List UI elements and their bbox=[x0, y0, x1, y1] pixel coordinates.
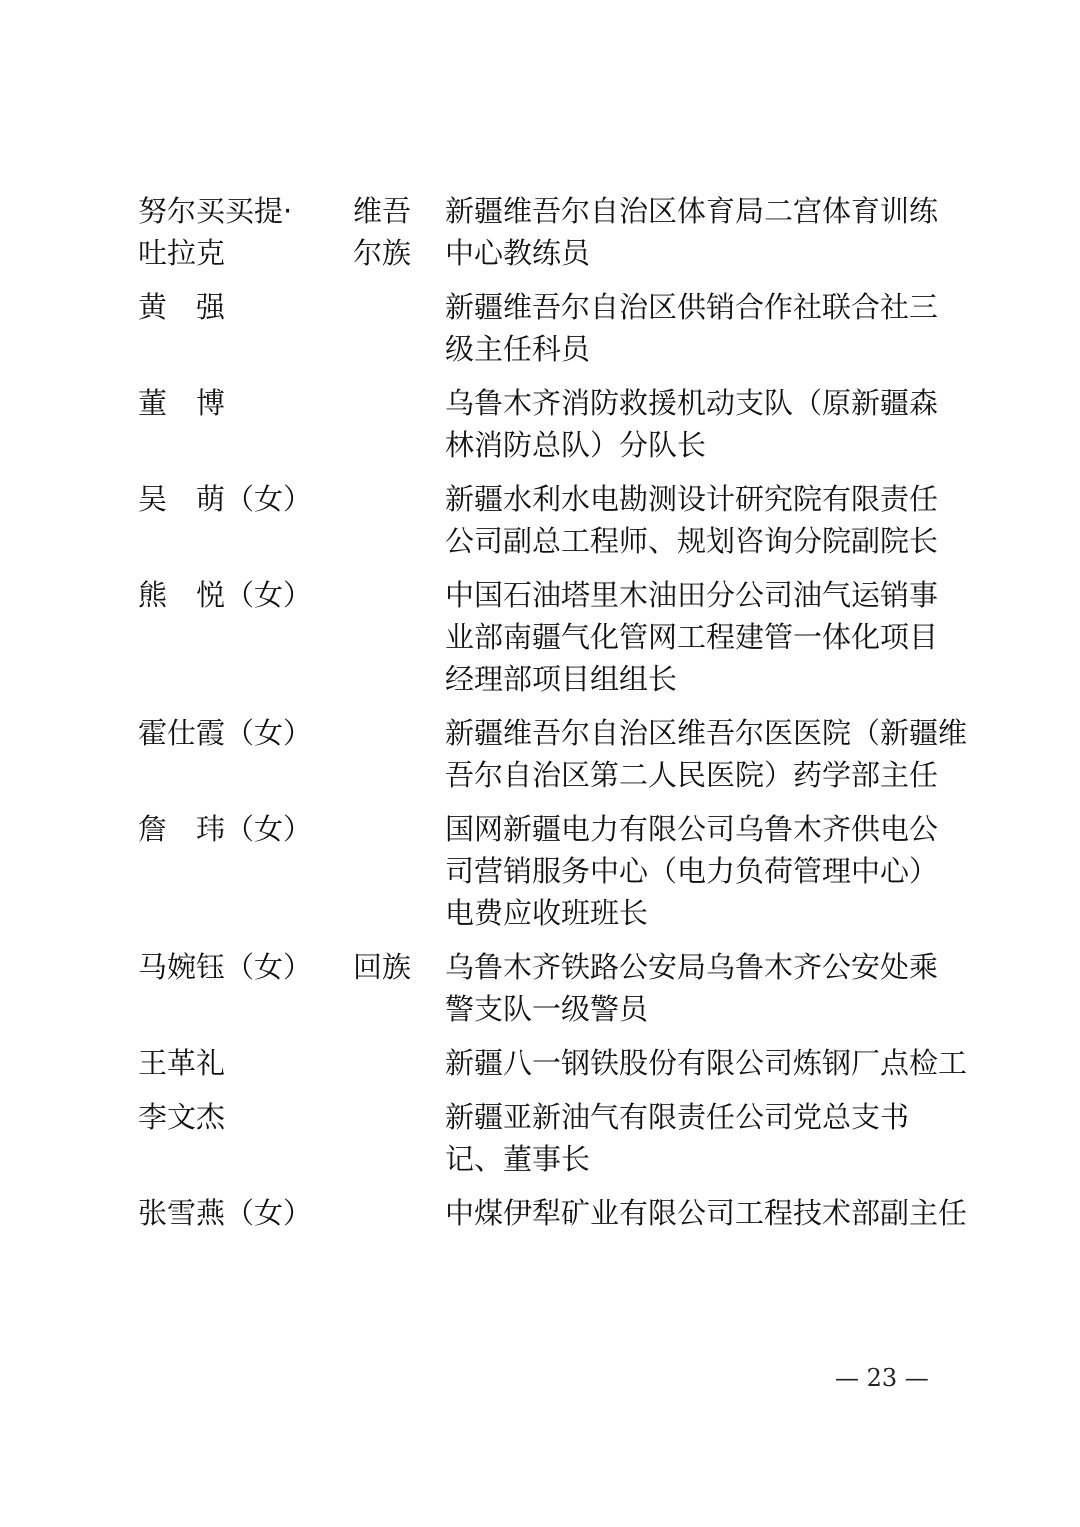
list-item bbox=[138, 1042, 968, 1084]
person-title: 新疆八一钢铁股份有限公司炼钢厂点检工 bbox=[445, 1046, 968, 1080]
person-title: 新疆水利水电勘测设计研究院有限责任 公司副总工程师、规划咨询分院副院长 bbox=[445, 482, 939, 558]
person-name: 张雪燕（女） bbox=[138, 1196, 313, 1230]
list-item bbox=[138, 382, 958, 466]
person-name: 詹 玮（女） bbox=[138, 812, 313, 846]
person-title: 新疆亚新油气有限责任公司党总支书 记、董事长 bbox=[445, 1100, 910, 1176]
person-title: 新疆维吾尔自治区供销合作社联合社三 级主任科员 bbox=[445, 290, 939, 366]
list-item bbox=[138, 190, 958, 274]
person-name: 李文杰 bbox=[138, 1100, 226, 1134]
person-title: 中国石油塔里木油田分公司油气运销事 业部南疆气化管网工程建管一体化项目 经理部项目组组长 bbox=[445, 578, 939, 696]
person-title: 乌鲁木齐消防救援机动支队（原新疆森 林消防总队）分队长 bbox=[445, 386, 939, 462]
person-title: 中煤伊犁矿业有限公司工程技术部副主任 bbox=[445, 1196, 968, 1230]
person-name: 熊 悦（女） bbox=[138, 578, 313, 612]
honoree-list bbox=[138, 190, 968, 1246]
person-title: 国网新疆电力有限公司乌鲁木齐供电公 司营销服务中心（电力负荷管理中心） 电费应收班班长 bbox=[445, 812, 939, 930]
person-name: 王革礼 bbox=[138, 1046, 226, 1080]
person-name: 霍仕霞（女） bbox=[138, 716, 313, 750]
list-item bbox=[138, 946, 958, 1030]
person-name: 董 博 bbox=[138, 386, 226, 420]
list-item bbox=[138, 712, 968, 796]
page-number: — 23 — bbox=[835, 1364, 929, 1392]
person-name: 黄 强 bbox=[138, 290, 226, 324]
list-item bbox=[138, 1096, 958, 1180]
list-item bbox=[138, 1192, 968, 1234]
person-name: 马婉钰（女） bbox=[138, 950, 313, 984]
list-item bbox=[138, 478, 958, 562]
list-item bbox=[138, 286, 958, 370]
person-name: 吴 萌（女） bbox=[138, 482, 313, 516]
person-name: 努尔买买提· 吐拉克 bbox=[138, 194, 293, 270]
list-item bbox=[138, 574, 958, 700]
list-item bbox=[138, 808, 958, 934]
person-title: 新疆维吾尔自治区维吾尔医医院（新疆维 吾尔自治区第二人民医院）药学部主任 bbox=[445, 716, 968, 792]
person-ethnicity: 回族 bbox=[353, 950, 412, 984]
person-title: 新疆维吾尔自治区体育局二宫体育训练 中心教练员 bbox=[445, 194, 939, 270]
person-ethnicity: 维吾 尔族 bbox=[353, 194, 412, 270]
person-title: 乌鲁木齐铁路公安局乌鲁木齐公安处乘 警支队一级警员 bbox=[445, 950, 939, 1026]
